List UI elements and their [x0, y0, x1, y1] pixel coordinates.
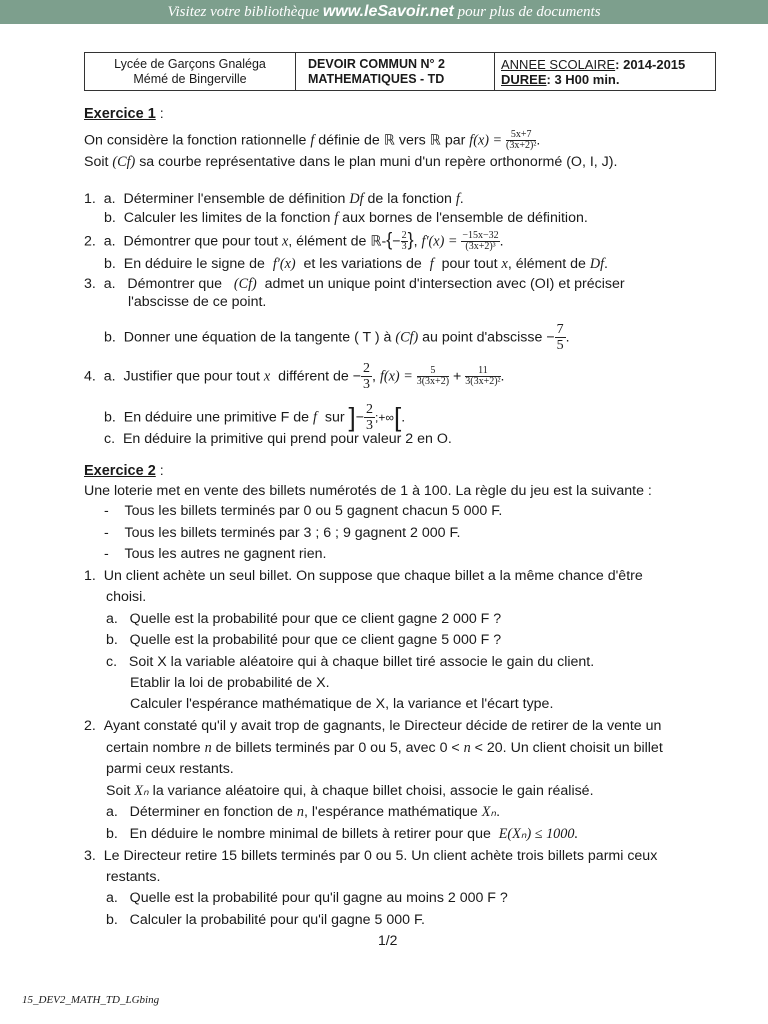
q-text: Déterminer l'ensemble de définition	[123, 191, 350, 207]
sym-xn: Xₙ	[134, 783, 149, 799]
ex1-q4c	[104, 431, 452, 448]
school-location: Mémé de Bingerville	[133, 71, 247, 86]
ex2-heading	[84, 463, 164, 480]
ex1-q4a	[84, 361, 505, 392]
ex2-q1c	[106, 654, 594, 671]
ex1-q2b	[104, 256, 608, 273]
sym-x: x	[281, 233, 289, 250]
fprime-denominator: (3x+2)³	[465, 241, 496, 252]
q-text-mid: et les variations de	[299, 256, 426, 272]
rule-text: Tous les autres ne gagnent rien.	[124, 546, 327, 562]
banner-site-link[interactable]: www.leSavoir.net	[322, 3, 454, 20]
ex2-q2b	[106, 826, 578, 843]
ex2-q2a	[106, 804, 500, 821]
q-text: certain nombre	[106, 740, 205, 756]
ex1-q4b	[104, 402, 405, 433]
q-number: 3.	[84, 848, 96, 864]
q-number: 3.	[84, 276, 96, 292]
q-number: 1.	[84, 568, 96, 584]
fprime-numerator: −15x−32	[462, 230, 499, 241]
q-text-mid: différent de	[274, 368, 353, 385]
sym-dot: .	[401, 409, 406, 426]
sym-f: f	[313, 409, 317, 426]
set-fraction	[401, 231, 408, 252]
ex2-q3-cont: restants.	[106, 869, 161, 885]
interval-fraction	[364, 402, 375, 433]
q-text-end: admet un unique point d'intersection avec (OI) et préciser	[260, 276, 625, 292]
year-value: : 2014-2015	[615, 56, 686, 72]
page-number: 1/2	[378, 932, 398, 948]
f-fraction	[506, 130, 536, 151]
sym-dot: .	[604, 256, 608, 272]
ex1-heading	[84, 106, 164, 123]
ex2-q1a	[106, 611, 501, 628]
bullet-dash: -	[104, 503, 109, 519]
abscissa-fraction	[555, 322, 566, 353]
q-text: Calculer la probabilité pour qu'il gagne 5 000 F.	[129, 912, 425, 928]
ex2-q1c-3: Calculer l'espérance mathématique de X, la variance et l'écart type.	[130, 696, 554, 712]
ex2-q2	[84, 718, 661, 735]
sym-f: f	[334, 210, 339, 226]
q-number: 2.	[84, 718, 96, 734]
q-letter: b.	[104, 210, 116, 226]
sym-fx: f(x) =	[379, 368, 413, 385]
year-cell	[495, 53, 715, 90]
ex1-q3b	[104, 322, 570, 353]
q-text-end: de la fonction	[363, 191, 456, 207]
sym-x: x	[263, 368, 271, 385]
q-text: Ayant constaté qu'il y avait trop de gagnants, le Directeur décide de retirer de la vente un	[103, 718, 662, 734]
q-letter: c.	[106, 654, 118, 670]
sym-n: n	[463, 740, 471, 756]
sym-fp: f′(x)	[272, 256, 296, 272]
q-letter: b.	[106, 632, 118, 648]
sym-f: f	[455, 191, 460, 207]
q-letter: c.	[104, 431, 116, 447]
q-text-mid: , l'espérance mathématique	[303, 804, 482, 820]
q-text: En déduire le signe de	[123, 256, 269, 272]
q-text: Quelle est la probabilité pour que ce client gagne 5 000 F ?	[129, 632, 502, 648]
q-text: Quelle est la probabilité pour qu'il gagne au moins 2 000 F ?	[129, 890, 508, 906]
q-text: Déterminer en fonction de	[129, 804, 297, 820]
decomp1-numerator: 5	[417, 366, 449, 377]
q-text: Calculer les limites de la fonction	[123, 210, 335, 226]
sym-dot: .	[536, 132, 541, 149]
exam-header-table	[84, 52, 716, 91]
excluded-fraction	[361, 361, 372, 392]
q-text: Donner une équation de la tangente ( T ) à	[123, 329, 396, 346]
excluded-denominator: 3	[363, 377, 371, 392]
ex1-q2a	[84, 231, 504, 252]
footer-filename: 15_DEV2_MATH_TD_LGbing	[22, 994, 160, 1006]
q-letter: b.	[104, 409, 116, 426]
q-letter: a.	[106, 611, 118, 627]
sym-dot: .	[459, 191, 464, 207]
q-text: Justifier que pour tout	[123, 368, 264, 385]
ex2-intro: Une loterie met en vente des billets numérotés de 1 à 100. La règle du jeu est la suivante :	[84, 483, 652, 499]
q-number: 2.	[84, 233, 96, 250]
f-numerator: 5x+7	[506, 130, 536, 141]
sym-lbracket: [	[393, 402, 402, 432]
ex2-q2-l4	[106, 783, 594, 800]
q-text-end: pour tout	[437, 256, 502, 272]
q-text-end: aux bornes de l'ensemble de définition.	[338, 210, 588, 226]
school-cell	[85, 53, 296, 90]
ex1-q1a	[84, 191, 464, 208]
ex1-intro2-text-2: sa courbe représentative dans le plan muni d'un repère orthonormé (O, I, J).	[135, 154, 618, 170]
sym-minus: −	[355, 409, 365, 426]
q-letter: a.	[106, 890, 118, 906]
set-denominator: 3	[401, 241, 407, 252]
year-label: ANNEE SCOLAIRE	[501, 56, 616, 72]
sym-rbracket: ]	[348, 402, 356, 432]
sym-minus: −	[546, 329, 555, 346]
sym-fpx: f′(x) =	[421, 233, 458, 250]
abscissa-denominator: 5	[556, 338, 564, 353]
q-letter: a.	[103, 191, 116, 207]
sym-df: Df	[349, 191, 364, 207]
ex2-rule-1	[104, 503, 502, 520]
q-letter: b.	[104, 329, 116, 346]
q-text: En déduire le nombre minimal de billets à retirer pour que	[129, 826, 495, 842]
q-text-end-2: , élément de	[507, 256, 590, 272]
q-letter: a.	[103, 368, 116, 385]
q-text: Soit X la variable aléatoire qui à chaque billet tiré associe le gain du client.	[128, 654, 595, 670]
decomp2-denominator: 3(3x+2)²	[465, 376, 501, 387]
top-banner	[0, 0, 768, 24]
sym-df: Df	[589, 256, 605, 272]
ex2-q1c-2: Etablir la loi de probabilité de X.	[130, 675, 330, 691]
ex1-intro2-text: Soit	[84, 154, 113, 170]
q-letter: a.	[106, 804, 118, 820]
sym-minus: −	[352, 368, 362, 385]
decomp2-numerator: 11	[465, 366, 500, 377]
ex1-q3a-cont: l'abscisse de ce point.	[128, 294, 267, 310]
q-text: Démontrer que pour tout	[123, 233, 282, 250]
q-text-end: la variance aléatoire qui, à chaque billet choisi, associe le gain réalisé.	[148, 783, 594, 799]
school-name: Lycée de Garçons Gnaléga	[114, 56, 266, 71]
interval-infinity: ;+∞	[375, 410, 394, 425]
decomp1-denominator: 3(3x+2)	[416, 376, 450, 387]
inequality-expression: E(Xₙ) ≤ 1000.	[498, 826, 578, 842]
ex2-q1	[84, 568, 643, 585]
ex2-q2-l2	[106, 740, 663, 757]
ex1-q1b	[104, 210, 588, 227]
rule-text: Tous les billets terminés par 3 ; 6 ; 9 gagnent 2 000 F.	[124, 525, 461, 541]
exam-cell	[296, 53, 495, 90]
sym-dot: .	[496, 804, 501, 820]
ex2-q3	[84, 848, 657, 865]
sym-cf: (Cf)	[395, 329, 419, 346]
f-denominator: (3x+2)²	[506, 140, 537, 151]
sym-comma: ,	[372, 368, 376, 385]
sym-n: n	[204, 740, 212, 756]
ex2-colon: :	[155, 463, 164, 479]
ex1-q3a	[84, 276, 625, 293]
set-numerator: 2	[401, 230, 407, 241]
q-text-mid: sur	[320, 409, 349, 426]
ex1-intro-text-2: définie de ℝ vers ℝ par	[314, 132, 470, 149]
ex2-q2-l3: parmi ceux restants.	[106, 761, 234, 777]
ex2-q1-cont: choisi.	[106, 589, 147, 605]
sym-dot: .	[565, 329, 570, 346]
ex2-q3b	[106, 912, 425, 929]
q-text: Un client achète un seul billet. On suppose que chaque billet a la même chance d'être	[103, 568, 643, 584]
ex1-intro-text: On considère la fonction rationnelle	[84, 132, 311, 149]
excluded-numerator: 2	[363, 361, 371, 376]
sym-lbrace: {	[386, 229, 393, 250]
bullet-dash: -	[104, 546, 109, 562]
ex2-q3a	[106, 890, 508, 907]
rule-text: Tous les billets terminés par 0 ou 5 gagnent chacun 5 000 F.	[124, 503, 503, 519]
duration-label: DUREE	[501, 71, 547, 87]
ex2-rule-3	[104, 546, 326, 563]
ex2-rule-2	[104, 525, 460, 542]
sym-dot: .	[500, 368, 505, 385]
q-text: Démontrer que	[127, 276, 226, 292]
sym-n: n	[296, 804, 304, 820]
q-number: 4.	[84, 368, 96, 385]
sym-f: f	[310, 132, 315, 149]
ex1-title: Exercice 1	[84, 106, 156, 122]
sym-dot: .	[499, 233, 504, 250]
ex2-title: Exercice 2	[84, 463, 156, 479]
q-text: En déduire une primitive F de	[123, 409, 314, 426]
sym-fx: f(x) =	[469, 132, 503, 149]
q-letter: b.	[106, 912, 118, 928]
q-letter: a.	[103, 233, 116, 250]
q-text-mid: de billets terminés par 0 ou 5, avec 0 <	[211, 740, 464, 756]
q-letter: a.	[103, 276, 116, 292]
q-text: En déduire la primitive qui prend pour valeur 2 en O.	[122, 431, 452, 447]
decomp-fraction-1	[417, 366, 449, 387]
exam-title: DEVOIR COMMUN N° 2	[308, 56, 445, 71]
sym-xn: Xₙ	[481, 804, 497, 820]
sym-rbrace: }	[407, 229, 414, 250]
banner-text-end: pour plus de documents	[453, 4, 601, 20]
sym-f: f	[429, 256, 434, 272]
q-number: 1.	[84, 191, 96, 207]
bullet-dash: -	[104, 525, 109, 541]
interval-numerator: 2	[366, 402, 374, 417]
sym-minus: −	[392, 233, 401, 250]
q-text: Le Directeur retire 15 billets terminés par 0 ou 5. Un client achète trois billets parmi ceux	[103, 848, 658, 864]
sym-x: x	[501, 256, 508, 272]
sym-plus: +	[452, 368, 462, 385]
exam-subject: MATHEMATIQUES - TD	[308, 71, 445, 86]
q-text-mid: , élément de ℝ-	[288, 233, 387, 250]
ex1-intro-2	[84, 154, 617, 171]
ex1-colon: :	[155, 106, 164, 122]
decomp-fraction-2	[465, 366, 500, 387]
sym-cf: (Cf)	[112, 154, 136, 170]
q-letter: b.	[104, 256, 116, 272]
q-text: Soit	[106, 783, 135, 799]
sym-comma: ,	[413, 233, 418, 250]
ex2-q1b	[106, 632, 501, 649]
sym-cf: (Cf)	[233, 276, 257, 292]
ex1-intro-1	[84, 130, 540, 151]
abscissa-numerator: 7	[556, 322, 564, 337]
q-letter: b.	[106, 826, 118, 842]
fprime-fraction	[461, 231, 499, 252]
duration-value: : 3 H00 min.	[546, 71, 620, 87]
q-text-end: au point d'abscisse	[418, 329, 547, 346]
banner-text: Visitez votre bibliothèque	[167, 4, 323, 20]
q-text: Quelle est la probabilité pour que ce client gagne 2 000 F ?	[129, 611, 502, 627]
q-text-end: < 20. Un client choisit un billet	[470, 740, 663, 756]
interval-denominator: 3	[366, 418, 374, 433]
